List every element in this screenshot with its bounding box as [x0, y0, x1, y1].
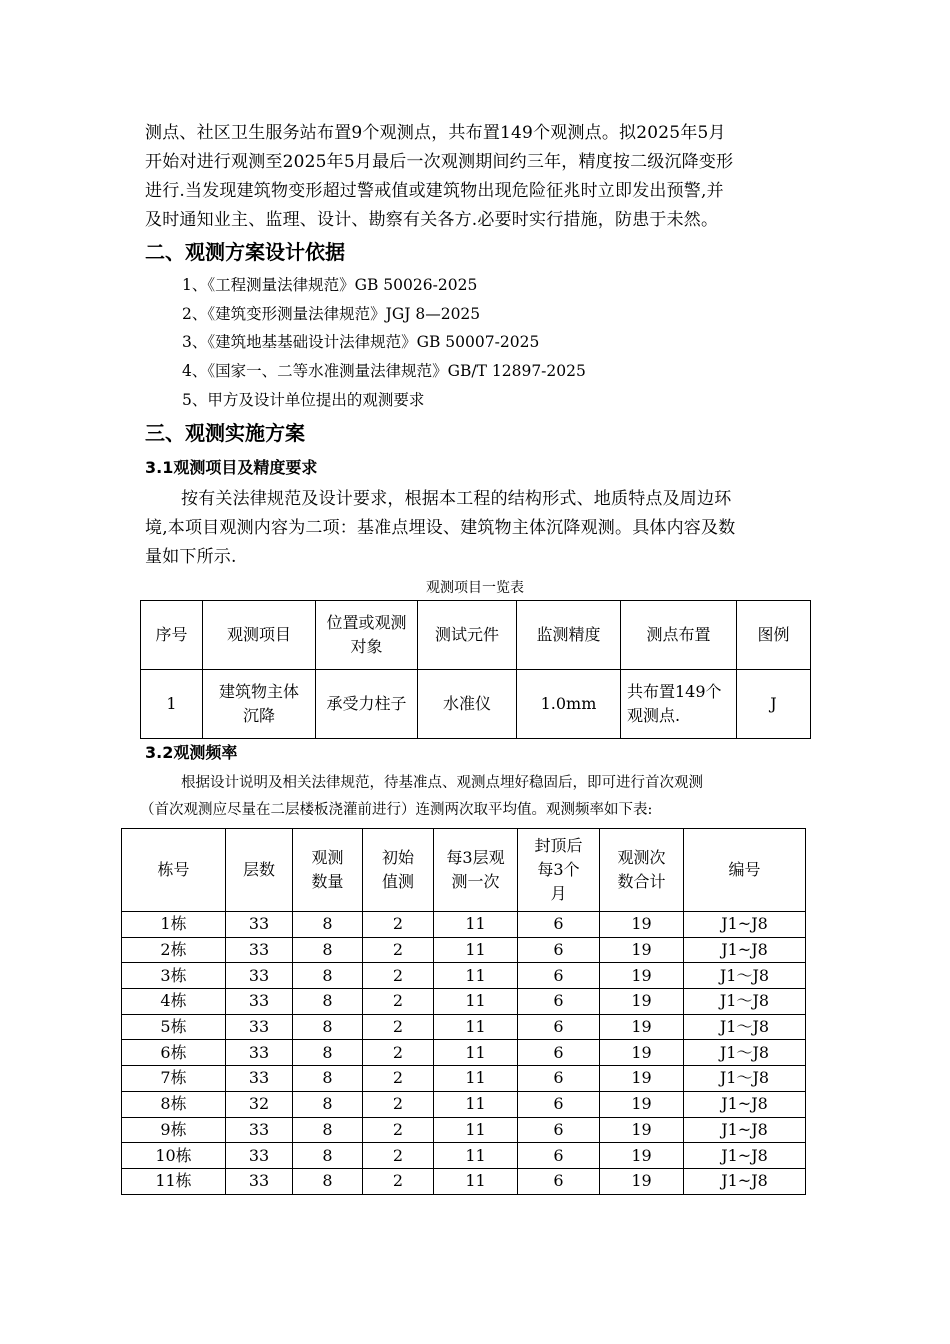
table-cell: 7栋 [122, 1066, 226, 1092]
table-cell: 8 [293, 937, 363, 963]
table-cell: 33 [226, 963, 293, 989]
table-cell: 2 [363, 1117, 434, 1143]
header-cell: 编号 [684, 829, 806, 912]
table-cell: 1.0mm [517, 670, 621, 739]
header-cell: 观测次数合计 [600, 829, 684, 912]
header-cell: 栋号 [122, 829, 226, 912]
table-cell: 10栋 [122, 1143, 226, 1169]
table-cell: 2 [363, 1066, 434, 1092]
subsection-3-1-line-3: 量如下所示. [145, 547, 237, 567]
table-header-row [141, 601, 811, 670]
observation-frequency-table [121, 828, 806, 1195]
table-cell: 6 [518, 912, 600, 938]
header-cell: 观测项目 [203, 601, 316, 670]
subsection-3-1-line-1: 按有关法律规范及设计要求，根据本工程的结构形式、地质特点及周边环 [181, 489, 732, 509]
table-cell: 8栋 [122, 1091, 226, 1117]
table-cell: 11 [434, 912, 518, 938]
table-row [122, 1117, 806, 1143]
table-cell: 8 [293, 1143, 363, 1169]
table-row [122, 1168, 806, 1194]
subsection-3-2-line-1: 根据设计说明及相关法律规范，待基准点、观测点埋好稳固后，即可进行首次观测 [181, 775, 703, 791]
table-cell: 8 [293, 1014, 363, 1040]
table-cell: 11 [434, 989, 518, 1015]
table-row [122, 1143, 806, 1169]
header-cell: 观测数量 [293, 829, 363, 912]
table-cell: 11 [434, 1091, 518, 1117]
table-cell: 6 [518, 1143, 600, 1169]
reference-item-4: 4、《国家一、二等水准测量法律规范》GB/T 12897-2025 [182, 362, 586, 380]
intro-line-1: 测点、社区卫生服务站布置9个观测点，共布置149个观测点。拟2025年5月 [145, 123, 726, 143]
header-cell: 每3层观测一次 [434, 829, 518, 912]
table-cell: 33 [226, 1040, 293, 1066]
table-cell: 5栋 [122, 1014, 226, 1040]
table-cell: 6 [518, 989, 600, 1015]
table-cell: 6 [518, 1091, 600, 1117]
table-cell: 2 [363, 989, 434, 1015]
table-cell: 8 [293, 989, 363, 1015]
table-row [122, 1040, 806, 1066]
table-cell: 1 [141, 670, 203, 739]
header-cell: 封顶后每3个月 [518, 829, 600, 912]
reference-item-2: 2、《建筑变形测量法律规范》JGJ 8—2025 [182, 305, 481, 323]
reference-item-1: 1、《工程测量法律规范》GB 50026-2025 [182, 276, 478, 294]
subsection-3-2-heading: 3.2观测频率 [145, 743, 238, 762]
table-cell: 2 [363, 912, 434, 938]
observation-items-table [140, 600, 811, 739]
table-cell: J1～J8 [684, 1066, 806, 1092]
table-cell: J1～J8 [684, 1014, 806, 1040]
table-cell: 2 [363, 1168, 434, 1194]
table-cell: 19 [600, 963, 684, 989]
table-row [141, 670, 811, 739]
table-cell: 6栋 [122, 1040, 226, 1066]
table-cell: J1~J8 [684, 1143, 806, 1169]
reference-item-5: 5、甲方及设计单位提出的观测要求 [182, 391, 425, 409]
table-cell: 33 [226, 1066, 293, 1092]
table-1-caption: 观测项目一览表 [426, 580, 524, 596]
table-cell: 19 [600, 937, 684, 963]
table-cell: 19 [600, 1040, 684, 1066]
header-cell: 层数 [226, 829, 293, 912]
table-cell: 2 [363, 937, 434, 963]
table-cell: 11 [434, 1168, 518, 1194]
table-cell: 2 [363, 1014, 434, 1040]
table-cell: 8 [293, 1040, 363, 1066]
table-header-row [122, 829, 806, 912]
table-cell: 33 [226, 937, 293, 963]
table-cell: J1~J8 [684, 937, 806, 963]
table-cell: 8 [293, 1168, 363, 1194]
table-cell: 11 [434, 1117, 518, 1143]
header-cell: 位置或观测对象 [316, 601, 418, 670]
table-row [122, 989, 806, 1015]
table-cell: J1～J8 [684, 963, 806, 989]
table-cell: J1~J8 [684, 1168, 806, 1194]
table-cell: 19 [600, 1066, 684, 1092]
table-cell: 2 [363, 1143, 434, 1169]
table-cell: 承受力柱子 [316, 670, 418, 739]
header-cell: 测试元件 [418, 601, 517, 670]
header-cell: 测点布置 [621, 601, 737, 670]
header-cell: 监测精度 [517, 601, 621, 670]
table-cell: J1~J8 [684, 1117, 806, 1143]
table-cell: 19 [600, 1117, 684, 1143]
table-cell: 6 [518, 1040, 600, 1066]
table-cell: 11 [434, 1143, 518, 1169]
table-cell: 2 [363, 1040, 434, 1066]
header-cell: 图例 [737, 601, 811, 670]
table-cell: 19 [600, 989, 684, 1015]
table-cell: 33 [226, 1014, 293, 1040]
subsection-3-2-line-2: （首次观测应尽量在二层楼板浇灌前进行）连测两次取平均值。观测频率如下表: [140, 802, 653, 818]
table-cell: 1栋 [122, 912, 226, 938]
header-cell: 初始值测 [363, 829, 434, 912]
table-row [122, 912, 806, 938]
table-cell: J1~J8 [684, 912, 806, 938]
table-cell: 8 [293, 1091, 363, 1117]
table-cell: 6 [518, 963, 600, 989]
section-2-heading: 二、观测方案设计依据 [145, 240, 345, 264]
table-cell: 6 [518, 1117, 600, 1143]
subsection-3-1-heading: 3.1观测项目及精度要求 [145, 458, 318, 477]
table-cell: 建筑物主体沉降 [203, 670, 316, 739]
table-cell: 19 [600, 912, 684, 938]
table-cell: 11 [434, 1040, 518, 1066]
table-row [122, 1014, 806, 1040]
table-cell: 2 [363, 1091, 434, 1117]
table-cell: 2 [363, 963, 434, 989]
table-cell: 8 [293, 1117, 363, 1143]
table-cell: 11栋 [122, 1168, 226, 1194]
table-cell: J1~J8 [684, 1091, 806, 1117]
table-cell: 11 [434, 963, 518, 989]
table-row [122, 937, 806, 963]
intro-line-4: 及时通知业主、监理、设计、勘察有关各方.必要时实行措施，防患于未然。 [145, 210, 719, 230]
table-cell: 9栋 [122, 1117, 226, 1143]
table-cell: 8 [293, 1066, 363, 1092]
table-cell: 8 [293, 912, 363, 938]
table-cell: 33 [226, 1117, 293, 1143]
table-cell: J1～J8 [684, 1040, 806, 1066]
table-cell: J [737, 670, 811, 739]
table-cell: 6 [518, 1168, 600, 1194]
table-cell: 共布置149个观测点. [621, 670, 737, 739]
table-cell: 33 [226, 1143, 293, 1169]
table-cell: J1～J8 [684, 989, 806, 1015]
section-3-heading: 三、观测实施方案 [145, 421, 305, 445]
table-cell: 11 [434, 1066, 518, 1092]
table-cell: 6 [518, 937, 600, 963]
table-cell: 19 [600, 1143, 684, 1169]
table-cell: 2栋 [122, 937, 226, 963]
table-cell: 11 [434, 937, 518, 963]
table-row [122, 1091, 806, 1117]
table-cell: 8 [293, 963, 363, 989]
table-cell: 33 [226, 912, 293, 938]
table-cell: 33 [226, 989, 293, 1015]
table-cell: 19 [600, 1091, 684, 1117]
subsection-3-1-line-2: 境,本项目观测内容为二项：基准点埋设、建筑物主体沉降观测。具体内容及数 [145, 518, 736, 538]
reference-item-3: 3、《建筑地基基础设计法律规范》GB 50007-2025 [182, 333, 540, 351]
intro-line-3: 进行.当发现建筑物变形超过警戒值或建筑物出现危险征兆时立即发出预警,并 [145, 181, 724, 201]
table-cell: 水准仪 [418, 670, 517, 739]
table-cell: 33 [226, 1168, 293, 1194]
intro-line-2: 开始对进行观测至2025年5月最后一次观测期间约三年，精度按二级沉降变形 [145, 152, 734, 172]
table-cell: 19 [600, 1014, 684, 1040]
table-row [122, 963, 806, 989]
table-cell: 3栋 [122, 963, 226, 989]
table-cell: 32 [226, 1091, 293, 1117]
frequency-table-body [122, 912, 806, 1195]
table-cell: 11 [434, 1014, 518, 1040]
table-row [122, 1066, 806, 1092]
table-cell: 6 [518, 1014, 600, 1040]
table-cell: 6 [518, 1066, 600, 1092]
table-cell: 4栋 [122, 989, 226, 1015]
table-cell: 19 [600, 1168, 684, 1194]
header-cell: 序号 [141, 601, 203, 670]
